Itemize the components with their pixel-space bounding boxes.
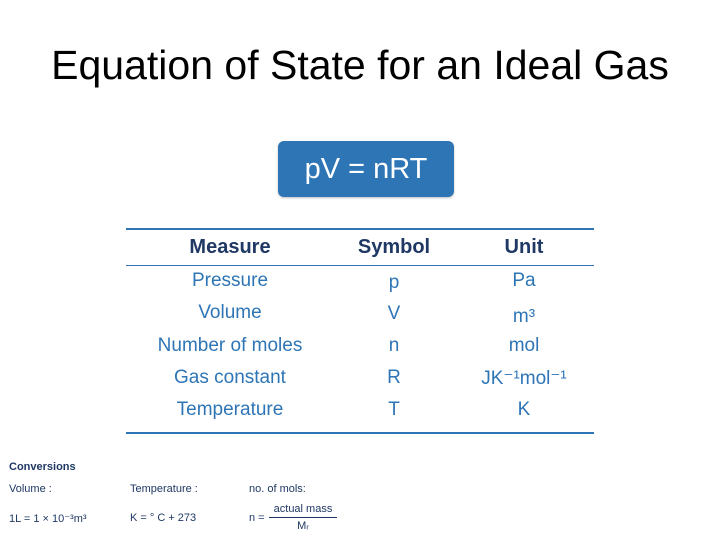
- equation-box: pV = nRT: [278, 141, 454, 197]
- table-row-unit: mol: [508, 335, 540, 356]
- conversions-heading: Conversions: [9, 461, 76, 473]
- volume-label: Volume :: [9, 483, 52, 495]
- header-measure: Measure: [189, 236, 271, 258]
- table-row-symbol: T: [388, 399, 400, 420]
- table-header-rule: [126, 265, 594, 266]
- table-row-measure: Number of moles: [157, 335, 303, 356]
- fraction-bar: [269, 517, 337, 518]
- table-row-symbol: n: [388, 335, 400, 356]
- table-row-unit: K: [517, 399, 531, 420]
- temperature-label: Temperature :: [130, 483, 198, 495]
- header-symbol: Symbol: [357, 236, 431, 258]
- table-row-unit: Pa: [512, 270, 536, 291]
- slide-title: Equation of State for an Ideal Gas: [51, 42, 669, 88]
- moles-fraction: [269, 503, 337, 532]
- header-unit: Unit: [504, 236, 544, 258]
- moles-label: no. of mols:: [249, 483, 306, 495]
- table-row-symbol: R: [387, 367, 401, 388]
- moles-denominator: Mᵣ: [297, 520, 309, 532]
- table-row-measure: Volume: [198, 302, 262, 323]
- table-row-unit: m³: [512, 306, 536, 327]
- table-row-measure: Gas constant: [174, 367, 286, 388]
- table-row-unit: JK⁻¹mol⁻¹: [481, 368, 567, 389]
- table-row-symbol: p: [388, 272, 400, 293]
- table-row-measure: Pressure: [191, 270, 269, 291]
- table-top-rule: [126, 228, 594, 230]
- moles-lhs: n =: [249, 512, 265, 524]
- volume-formula: 1L = 1 × 10⁻³m³: [9, 513, 87, 525]
- table-row-symbol: V: [387, 303, 401, 324]
- table-row-measure: Temperature: [176, 399, 284, 420]
- table-bottom-rule: [126, 432, 594, 434]
- moles-numerator: actual mass: [273, 503, 333, 515]
- temperature-formula: K = ° C + 273: [130, 512, 197, 524]
